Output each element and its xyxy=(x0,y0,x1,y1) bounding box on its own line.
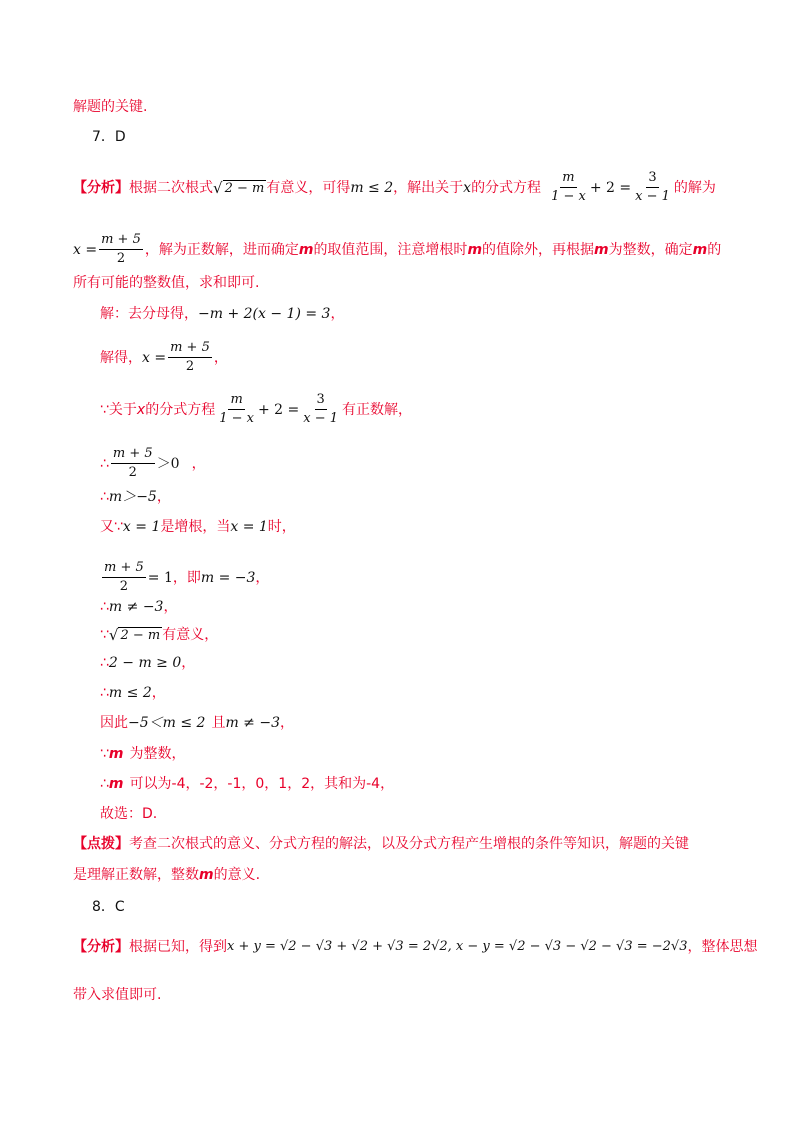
analysis-label: 【分析】 xyxy=(73,939,129,955)
fraction: $\frac{3}{x - 1}$ xyxy=(303,392,339,426)
solution-step: ∴ $\frac{m + 5}{2}$ ＞0 ， xyxy=(100,446,206,480)
tip-line: 【点拨】 考查二次根式的意义、分式方程的解法，以及分式方程产生增根的条件等知识，解题的关键 xyxy=(73,836,689,852)
question-number: 8．C xyxy=(92,899,125,915)
tip-line: 是理解正数解，整数 m 的意义. xyxy=(73,867,261,883)
fraction: $\frac{3}{x - 1}$ xyxy=(635,170,670,204)
text-line: 解题的关键. xyxy=(73,99,148,115)
solution-step: ∴ m ≤ 2 ， xyxy=(100,685,166,701)
solution-step: ∴ m ≠ −3 ， xyxy=(100,599,178,615)
fraction: $\frac{m}{1 - x}$ xyxy=(551,170,586,204)
solution-step: ∵关于 x 的分式方程 $\frac{m}{1 - x}$ + 2 = $\frac{3}{x - 1}$ 有正数解， xyxy=(100,392,413,426)
sqrt-expression: √ 2 − m xyxy=(108,626,161,644)
analysis-line: 【分析】 根据已知，得到 x + y = √2 − √3 + √2 + √3 = 2√2, x − y = √2 − √3 − √2 − √3 = −2√3 ，整体思想 xyxy=(73,939,758,955)
solution-step: ∴ m＞−5 ， xyxy=(100,489,171,505)
question-number: 7．D xyxy=(92,129,126,145)
solution-step: 解：去分母得， −m + 2(x − 1) = 3 ， xyxy=(100,306,345,322)
fraction: $\frac{m + 5}{2}$ xyxy=(170,340,210,374)
analysis-line: x = $\frac{m + 5}{2}$ ，解为正数解，进而确定 m 的取值范围，注意增根时 m 的值除外，再根据 m 为整数，确定 m 的 xyxy=(73,232,722,266)
sqrt-expression: √ 2 − m xyxy=(213,178,265,197)
analysis-line: 【分析】 根据二次根式 √ 2 − m 有意义，可得 m ≤ 2 ，解出关于 x 的分式方程 $\frac{m}{1 - x}$ + 2 = $\frac{3}{x - 1}$ 的解为 xyxy=(73,170,716,204)
tip-label: 【点拨】 xyxy=(73,836,129,852)
solution-step: 因此 −5＜m ≤ 2 且 m ≠ −3 ， xyxy=(100,715,294,731)
solution-step: ∴ 2 − m ≥ 0 ， xyxy=(100,655,196,671)
analysis-label: 【分析】 xyxy=(73,179,129,196)
fraction: $\frac{m}{1 - x}$ xyxy=(219,392,254,426)
solution-step: 又∵ x = 1 是增根，当 x = 1 时， xyxy=(100,519,296,535)
solution-step: ∵ √ 2 − m 有意义， xyxy=(100,626,219,644)
solution-step: 故选：D. xyxy=(100,806,158,822)
solution-step: $\frac{m + 5}{2}$ = 1 ，即 m = −3 ， xyxy=(104,560,270,594)
solution-step: 解得， x = $\frac{m + 5}{2}$ ， xyxy=(100,340,228,374)
fraction: $\frac{m + 5}{2}$ xyxy=(104,560,144,594)
solution-step: ∴ m 可以为-4，-2，-1，0，1，2，其和为-4， xyxy=(100,776,395,792)
analysis-line: 带入求值即可. xyxy=(73,987,162,1003)
fraction: $\frac{m + 5}{2}$ xyxy=(101,232,141,266)
solution-step: ∵ m 为整数， xyxy=(100,746,186,762)
analysis-line: 所有可能的整数值，求和即可. xyxy=(73,275,260,291)
fraction: $\frac{m + 5}{2}$ xyxy=(112,446,153,480)
